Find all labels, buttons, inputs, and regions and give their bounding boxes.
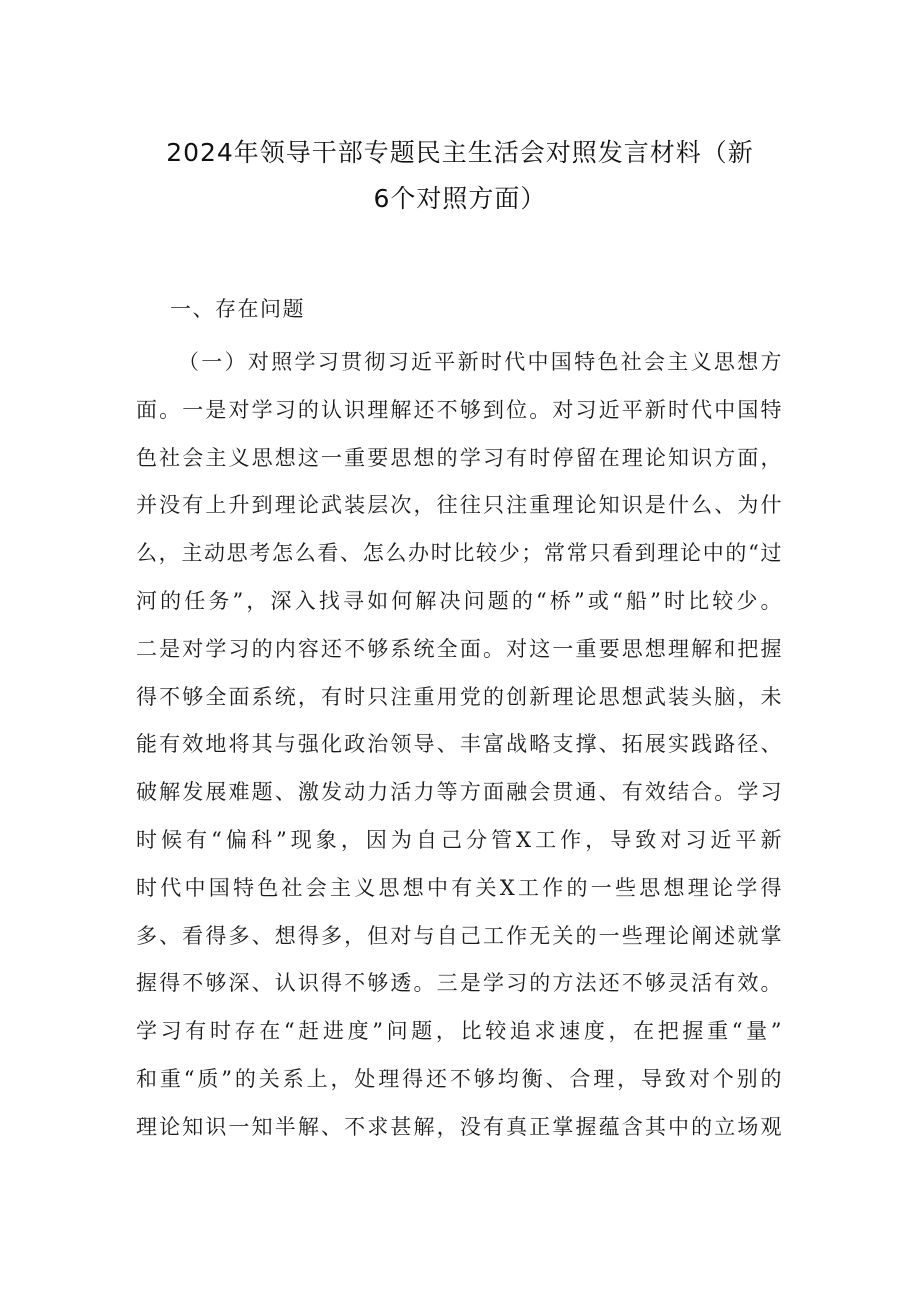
section-heading: 一、存在问题 (170, 297, 305, 321)
paragraph-line: 握得不够深、认识得不够透。三是学习的方法还不够灵活有效。 (136, 971, 782, 996)
paragraph-line: 和重“质”的关系上，处理得还不够均衡、合理，导致对个别的 (136, 1066, 782, 1091)
title-line-2: 6个对照方面） (373, 184, 547, 213)
paragraph-line: 面。一是对学习的认识理解还不够到位。对习近平新时代中国特 (136, 397, 782, 422)
paragraph-line: 么，主动思考怎么看、怎么办时比较少；常常只看到理论中的“过 (136, 541, 782, 566)
paragraph-line: 色社会主义思想这一重要思想的学习有时停留在理论知识方面， (136, 445, 782, 470)
paragraph-line: 能有效地将其与强化政治领导、丰富战略支撑、拓展实践路径、 (136, 732, 782, 757)
paragraph-line: 学习有时存在“赶进度”问题，比较追求速度，在把握重“量” (136, 1019, 782, 1044)
paragraph-line: 二是对学习的内容还不够系统全面。对这一重要思想理解和把握 (136, 636, 782, 661)
paragraph-line: 时代中国特色社会主义思想中有关X工作的一些思想理论学得 (136, 875, 782, 900)
title-line-1: 2024年领导干部专题民主生活会对照发言材料（新 (166, 138, 754, 167)
paragraph-line: 并没有上升到理论武装层次，往往只注重理论知识是什么、为什 (136, 493, 782, 518)
paragraph-line: 河的任务”，深入找寻如何解决问题的“桥”或“船”时比较少。 (136, 588, 782, 613)
paragraph-line: 得不够全面系统，有时只注重用党的创新理论思想武装头脑，未 (136, 684, 782, 709)
paragraph-line: 破解发展难题、激发动力活力等方面融会贯通、有效结合。学习 (136, 780, 782, 805)
paragraph-line: 多、看得多、想得多，但对与自己工作无关的一些理论阐述就掌 (136, 923, 782, 948)
document-title (120, 130, 800, 222)
paragraph-line: 理论知识一知半解、不求甚解，没有真正掌握蕴含其中的立场观 (136, 1114, 782, 1139)
paragraph (136, 339, 796, 1152)
paragraph-line: 时候有“偏科”现象，因为自己分管X工作，导致对习近平新 (136, 827, 782, 852)
paragraph-line: （一）对照学习贯彻习近平新时代中国特色社会主义思想方 (178, 350, 782, 374)
